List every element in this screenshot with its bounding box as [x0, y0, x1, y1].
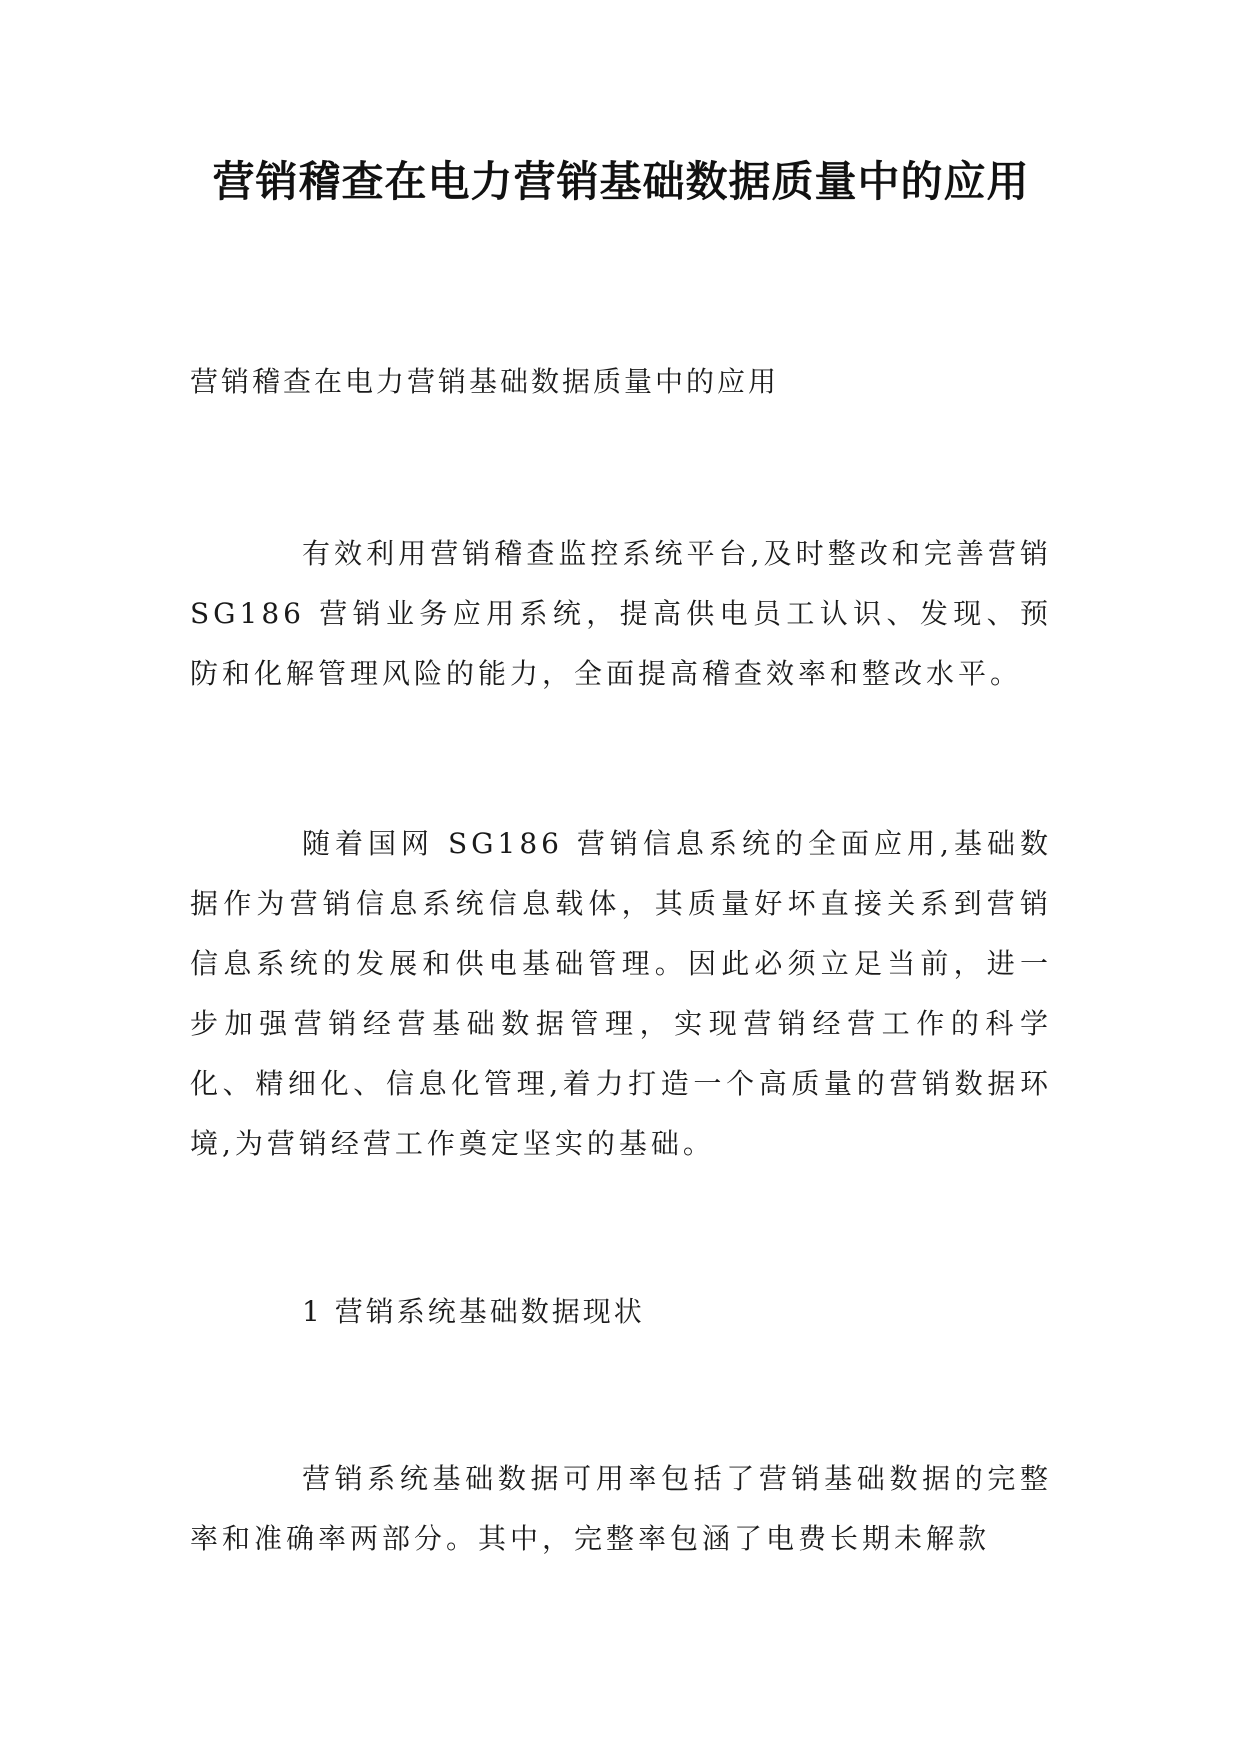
section-1-paragraph: 营销系统基础数据可用率包括了营销基础数据的完整率和准确率两部分。其中，完整率包涵了电费长期未解款 — [190, 1462, 1052, 1555]
section-heading-1: 1 营销系统基础数据现状 — [302, 1295, 645, 1328]
paragraph-2: 随着国网 SG186 营销信息系统的全面应用,基础数据作为营销信息系统信息载体，其质量好坏直接关系到营销信息系统的发展和供电基础管理。因此必须立足当前，进一步加强营销经营基础数据管理，实现营销经营工作的科学化、精细化、信息化管理,着力打造一个高质量的营销数据环境,为营销经营工作奠定坚实的基础。 — [190, 827, 1052, 1160]
document-title: 营销稽查在电力营销基础数据质量中的应用 — [212, 157, 1030, 206]
paragraph-1: 有效利用营销稽查监控系统平台,及时整改和完善营销 SG186 营销业务应用系统，提高供电员工认识、发现、预防和化解管理风险的能力，全面提高稽查效率和整改水平。 — [190, 537, 1052, 690]
document-subtitle: 营销稽查在电力营销基础数据质量中的应用 — [190, 365, 780, 398]
